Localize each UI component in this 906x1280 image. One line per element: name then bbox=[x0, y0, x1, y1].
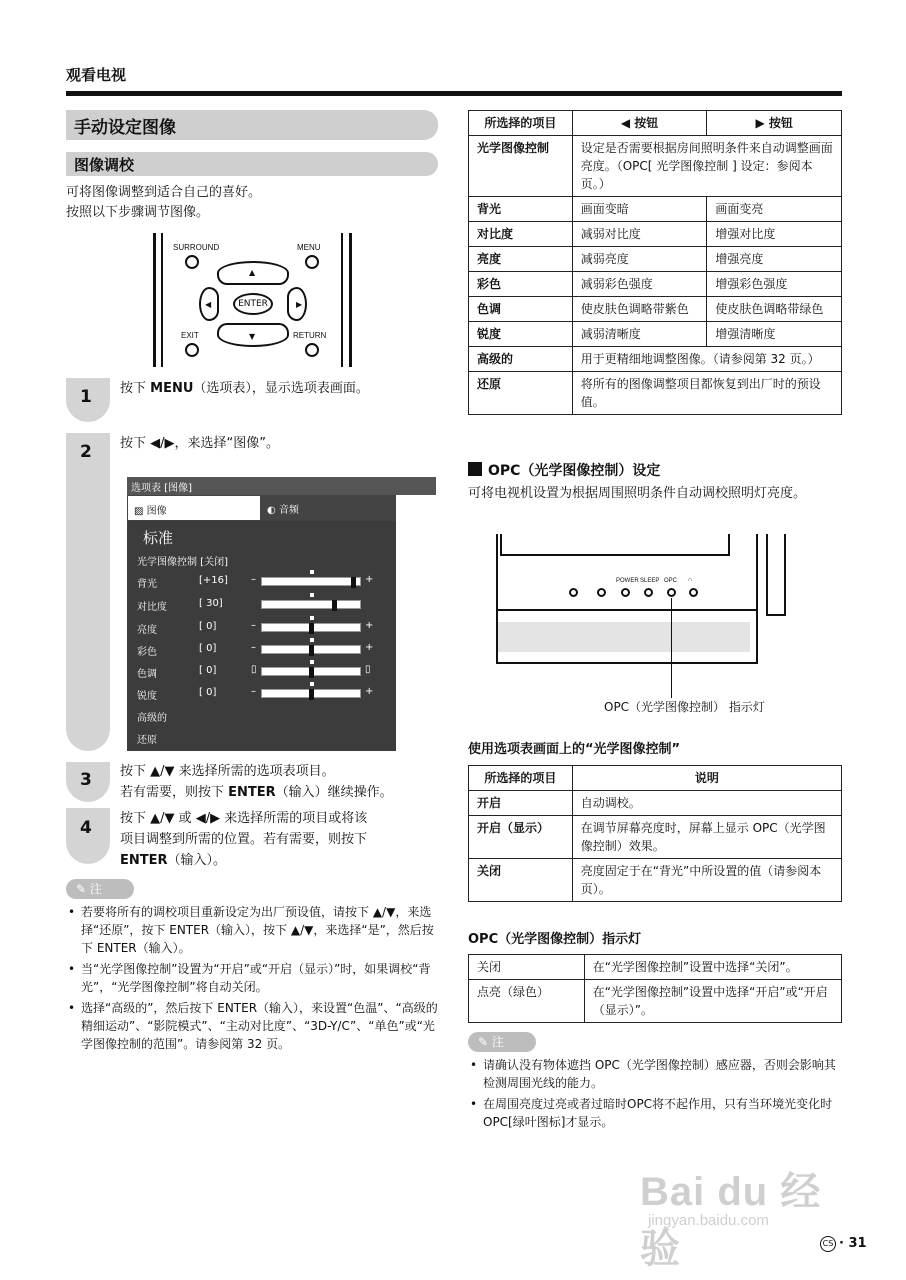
table-row: 背光 画面变暗 画面变亮 bbox=[469, 197, 842, 222]
table-row: 开启 自动调校。 bbox=[469, 791, 842, 816]
preset-label: 标准 bbox=[143, 529, 174, 547]
remote-edge bbox=[341, 233, 343, 367]
note-item: • 在周围亮度过亮或者过暗时OPC将不起作用，只有当环境光变化时OPC[绿叶图标]才显示。 bbox=[468, 1095, 842, 1131]
opc-heading: OPC（光学图像控制）设定 bbox=[468, 460, 660, 480]
step-4-text: 按下 ▲/▼ 或 ◀/▶ 来选择所需的项目或将该 项目调整到所需的位置。若有需要，则按下 ENTER（输入）。 bbox=[120, 811, 368, 868]
sub-heading: 图像调校 bbox=[66, 152, 438, 176]
step-3-text: 按下 ▲/▼ 来选择所需的选项表项目。 若有需要，则按下 ENTER（输入）继续操作。 bbox=[120, 764, 393, 800]
power-label: POWER bbox=[616, 578, 639, 584]
table-row: 对比度 减弱对比度 增强对比度 bbox=[469, 222, 842, 247]
menu-item-color[interactable]: 彩色 [ 0] – + bbox=[137, 643, 392, 663]
tv-illustration bbox=[492, 534, 792, 720]
menu-item-opc[interactable]: 光学图像控制 [关闭] bbox=[137, 557, 228, 568]
up-button[interactable]: ▲ bbox=[217, 261, 289, 285]
step-1-text: 按下 MENU（选项表），显示选项表画面。 bbox=[120, 381, 369, 396]
page-number: CS · 31 bbox=[820, 1236, 867, 1252]
down-button[interactable]: ▼ bbox=[217, 323, 289, 347]
sleep-label: SLEEP bbox=[640, 578, 660, 584]
note-item: • 选择“高级的”，然后按下 ENTER（输入），来设置“色温”、“高级的精细运动”、“影院模式”、“主动对比度”、“3D-Y/C”、“单色”或“光学图像控制的范围”。请参阅第 32 页。 bbox=[66, 999, 440, 1053]
pencil-icon: ✎ bbox=[478, 1035, 492, 1049]
opc-indicator-title: OPC（光学图像控制）指示灯 bbox=[468, 932, 642, 947]
remote-illustration bbox=[151, 233, 356, 367]
table-row: 还原 将所有的图像调整项目都恢复到出厂时的预设值。 bbox=[469, 372, 842, 415]
intro-line: 可将图像调整到适合自己的喜好。 bbox=[66, 185, 262, 200]
menu-button[interactable] bbox=[305, 255, 319, 269]
step-2-number: 2 bbox=[80, 442, 92, 462]
adjust-table bbox=[468, 110, 842, 415]
opc-indicator-caption: OPC（光学图像控制） 指示灯 bbox=[604, 700, 765, 714]
opc-indicator-table bbox=[468, 954, 842, 1023]
watermark-url: jingyan.baidu.com bbox=[648, 1212, 769, 1229]
watermark-logo: Bai du 经验 bbox=[640, 1170, 822, 1271]
note-item: • 当“光学图像控制”设置为“开启”或“开启（显示）”时，如果调校“背光”，“光学图像控制”将自动关闭。 bbox=[66, 960, 440, 996]
backlight-slider[interactable] bbox=[261, 577, 361, 586]
note-item: • 若要将所有的调校项目重新设定为出厂预设值，请按下 ▲/▼，来选择“还原”，按下 ENTER（输入），按下 ▲/▼，来选择“是”，然后按下 ENTER（输入）。 bbox=[66, 903, 440, 957]
menu-item-tint[interactable]: 色调 [ 0] ▯ ▯ bbox=[137, 665, 392, 685]
note-item: • 请确认没有物体遮挡 OPC（光学图像控制）感应器，否则会影响其检测周围光线的能力。 bbox=[468, 1056, 842, 1092]
step-2-text: 按下 ◀/▶，来选择“图像”。 bbox=[120, 436, 279, 451]
menu-body bbox=[127, 521, 396, 751]
menu-item-brightness[interactable]: 亮度 [ 0] – + bbox=[137, 621, 392, 641]
contrast-slider[interactable] bbox=[261, 600, 361, 609]
table-row: 高级的 用于更精细地调整图像。（请参阅第 32 页。） bbox=[469, 347, 842, 372]
note-label-right: ✎ 注 bbox=[468, 1032, 536, 1052]
section-title: 观看电视 bbox=[66, 66, 127, 84]
exit-button[interactable] bbox=[185, 343, 199, 357]
surround-label: SURROUND bbox=[173, 243, 220, 252]
remote-edge bbox=[153, 233, 156, 367]
table-header-row: 所选择的项目 说明 bbox=[469, 766, 842, 791]
surround-button[interactable] bbox=[185, 255, 199, 269]
return-label: RETURN bbox=[293, 331, 327, 340]
table-row: 光学图像控制 设定是否需要根据房间照明条件来自动调整画面亮度。（OPC[ 光学图像控制 ] 设定：参阅本页。） bbox=[469, 136, 842, 197]
speaker-icon: ◐ bbox=[267, 505, 279, 516]
menu-item-reset[interactable]: 还原 bbox=[137, 735, 157, 746]
note-label-left: ✎ 注 bbox=[66, 879, 134, 899]
menu-tab-sound[interactable]: ◐ 音频 bbox=[261, 495, 396, 521]
remote-edge bbox=[161, 233, 163, 367]
right-button[interactable]: ▶ bbox=[287, 287, 307, 321]
menu-screenshot bbox=[127, 477, 436, 751]
tint-slider[interactable] bbox=[261, 667, 361, 676]
intro-line: 按照以下步骤调节图像。 bbox=[66, 205, 210, 220]
table-row: 锐度 减弱清晰度 增强清晰度 bbox=[469, 322, 842, 347]
picture-icon: ▨ bbox=[134, 506, 147, 517]
page-heading: 手动设定图像 bbox=[66, 110, 438, 140]
exit-label: EXIT bbox=[181, 331, 199, 340]
pencil-icon: ✎ bbox=[76, 882, 90, 896]
language-badge: CS bbox=[820, 1236, 836, 1252]
sharpness-slider[interactable] bbox=[261, 689, 361, 698]
color-slider[interactable] bbox=[261, 645, 361, 654]
table-row: 亮度 减弱亮度 增强亮度 bbox=[469, 247, 842, 272]
opc-label: OPC bbox=[664, 578, 678, 584]
table-row: 关闭 亮度固定于在“背光”中所设置的值（请参阅本页）。 bbox=[469, 859, 842, 902]
enter-button[interactable]: ENTER bbox=[233, 293, 273, 315]
return-button[interactable] bbox=[305, 343, 319, 357]
table-row: 色调 使皮肤色调略带紫色 使皮肤色调略带绿色 bbox=[469, 297, 842, 322]
intro-text bbox=[66, 183, 438, 223]
header-right: ▶ 按钮 bbox=[707, 111, 842, 136]
headphone-icon: ∩ bbox=[688, 577, 693, 583]
header-rule bbox=[66, 91, 842, 96]
remote-edge bbox=[349, 233, 352, 367]
step-3-number: 3 bbox=[80, 770, 92, 790]
step-1-number: 1 bbox=[80, 387, 92, 407]
step-4-number: 4 bbox=[80, 818, 92, 838]
menu-title: 选项表 [图像] bbox=[127, 477, 436, 495]
table-row: 开启（显示） 在调节屏幕亮度时，屏幕上显示 OPC（光学图像控制）效果。 bbox=[469, 816, 842, 859]
left-button[interactable]: ◀ bbox=[199, 287, 219, 321]
opc-description: 可将电视机设置为根据周围照明条件自动调校照明灯亮度。 bbox=[468, 486, 807, 501]
menu-item-sharpness[interactable]: 锐度 [ 0] – + bbox=[137, 687, 392, 707]
opc-menu-title: 使用选项表画面上的“光学图像控制” bbox=[468, 742, 681, 757]
brightness-slider[interactable] bbox=[261, 623, 361, 632]
table-row: 关闭 在“光学图像控制”设置中选择“关闭”。 bbox=[469, 955, 842, 980]
menu-tab-picture[interactable]: ▨ 图像 bbox=[127, 495, 261, 521]
opc-indicator bbox=[667, 588, 676, 597]
notes-left bbox=[66, 903, 440, 1056]
menu-item-advanced[interactable]: 高级的 bbox=[137, 713, 167, 724]
header-item: 所选择的项目 bbox=[469, 111, 573, 136]
square-icon bbox=[468, 462, 482, 476]
table-row: 点亮（绿色） 在“光学图像控制”设置中选择“开启”或“开启（显示）”。 bbox=[469, 980, 842, 1023]
header-left: ◀ 按钮 bbox=[572, 111, 707, 136]
table-header-row bbox=[469, 111, 842, 136]
notes-right bbox=[468, 1056, 842, 1134]
menu-label: MENU bbox=[297, 243, 321, 252]
menu-item-backlight[interactable]: 背光 [+16] – + bbox=[137, 575, 392, 595]
menu-item-contrast[interactable]: 对比度 [ 30] bbox=[137, 598, 392, 618]
tv-bezel bbox=[498, 622, 750, 652]
step-2-bar bbox=[66, 433, 110, 751]
opc-menu-table bbox=[468, 765, 842, 902]
table-row: 彩色 减弱彩色强度 增强彩色强度 bbox=[469, 272, 842, 297]
